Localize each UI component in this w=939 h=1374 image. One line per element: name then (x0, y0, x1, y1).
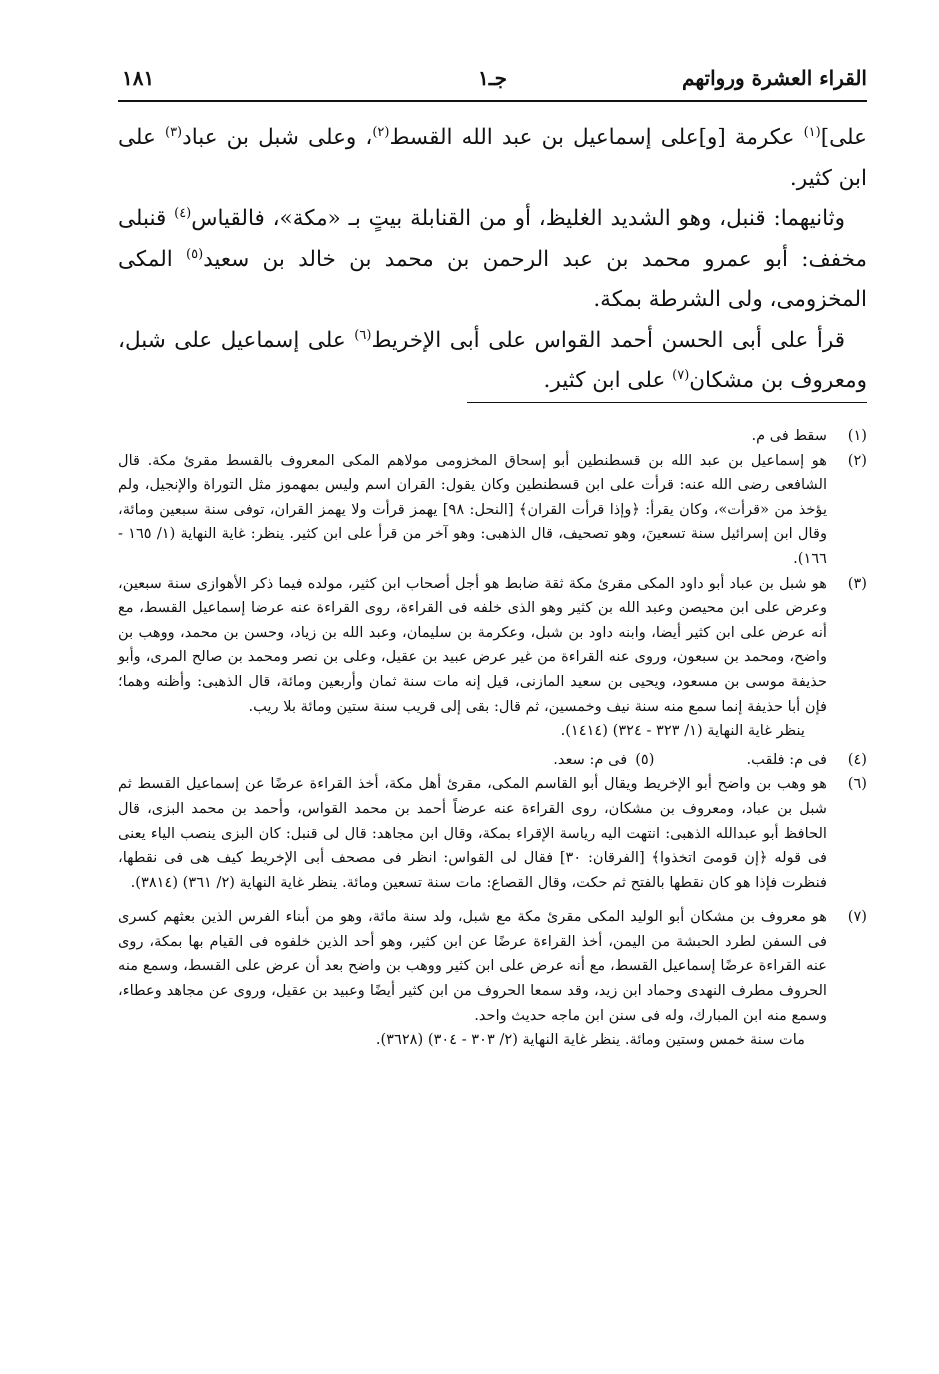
footnote-6 (118, 772, 867, 895)
text-run: المكى المخزومى، ولى الشرطة بمكة. (118, 246, 867, 312)
paragraph-3 (118, 321, 867, 402)
header-divider (118, 100, 867, 102)
footnote-text: هو إسماعيل بن عبد الله بن قسطنطين أبو إسحاق المخزومى مولاهم المكى المعروف بالقسط مقرئ مكة. قال الشافعى رضى الله عنه: قرأت على ابن قسطنطين وكان يقول: القران اسم وليس بمهموز مثل التوراة والإنجيل، ولم يؤخذ من «قرأت»، وكان يقرأ: ﴿وإذا قرأت القران﴾ [النحل: ٩٨] يهمز قرأت ولا يهمز القران، توفى سنة سبعين ومائة، وقال ابن إسرائيل سنة تسعينَ، وهو تصحيف، قال الذهبى: وهو آخر من قرأ على ابن كثير. ينظر: غاية النهاية (١/ ١٦٥ - ١٦٦). (118, 451, 827, 567)
footnote-number: (٦) (847, 775, 867, 793)
text-run: قرأ على أبى الحسن أحمد القواس على أبى الإخريط (371, 327, 845, 353)
footnote-ref-2: (٢) (372, 124, 390, 140)
running-header (118, 62, 867, 98)
paragraph-2 (118, 199, 867, 321)
footnote-source: ينظر غاية النهاية (١/ ٣٢٣ - ٣٢٤) (١٤١٤). (560, 722, 805, 740)
footnote-ref-5: (٥) (186, 246, 204, 262)
paragraph-1 (118, 118, 867, 199)
footnote-number: (٧) (847, 908, 867, 926)
book-page (118, 0, 867, 1374)
footnote-ref-3: (٣) (164, 124, 183, 140)
text-run: على إسماعيل على شبل، ومعروف بن مشكان (118, 327, 867, 393)
text-run: قنبلى مخفف: أبو عمرو محمد بن عبد الرحمن بن محمد بن خالد بن سعيد (118, 206, 867, 272)
footnote-number: (٢) (847, 451, 867, 469)
page-number: ١٨١ (122, 66, 155, 90)
footnote-number: (١) (847, 427, 867, 444)
footnote-source: مات سنة خمس وستين ومائة. ينظر غاية النهاية (٢/ ٣٠٣ - ٣٠٤) (٣٦٢٨). (375, 1031, 805, 1049)
footnote-number: (٣) (847, 574, 867, 592)
text-run: وثانيهما: قنبل، وهو الشديد الغليظ، أو من القنابلة بيتٍ بـ «مكة»، فالقياس (191, 206, 845, 231)
main-text (118, 118, 867, 402)
footnote-7 (118, 905, 867, 1053)
text-run: عكرمة [و]على إسماعيل بن عبد الله القسط (389, 125, 804, 150)
footnote-ref-4: (٤) (174, 205, 192, 221)
footnote-3 (118, 572, 867, 744)
volume-label: جـ١ (478, 66, 507, 90)
footnote-2 (118, 449, 867, 572)
text-run: على ابن كثير. (118, 125, 867, 191)
footnote-text: هو وهب بن واضح أبو الإخريط ويقال أبو القاسم المكى، مقرئ أهل مكة، أخذ القراءة عرضًا عن إسماعيل القسط ثم شبل بن عباد، ومعروف بن مشكان، روى القراءة عنه عرضاً أحمد بن محمد القواس، وأحمد بن محمد البزى، قال الحافظ أبو عبدالله الذهبى: انتهت اليه رياسة الإقراء بمكة، وقال ابن مجاهد: قال لى قنبل: كان البزى ينصب الياء يعنى فى قوله ﴿إن قومىَ اتخذوا﴾ [الفرقان: ٣٠] فقال لى القواس: انظر فى مصحف أبى الإخريط كيف هى فى نقطها، فنظرت فإذا هو كان نقطها بالفتح ثم حكت، وقال القصاع: مات سنة تسعين ومائة. ينظر غاية النهاية (٢/ ٣٦١) (٣٨١٤). (118, 775, 827, 891)
footnotes-4-5 (118, 748, 867, 773)
footnote-number: (٤) (847, 750, 867, 768)
text-run: ، وعلى شبل بن عباد (182, 125, 373, 150)
footnote-text: فى م: سعد. (553, 750, 628, 768)
footnote-ref-7: (٧) (672, 367, 690, 383)
footnote-1 (118, 424, 867, 449)
book-title: القراء العشرة ورواتهم (682, 66, 867, 90)
footnote-text: فى م: فلقب. (746, 750, 827, 768)
footnotes (118, 424, 867, 1053)
footnote-ref-6: (٦) (354, 327, 372, 343)
footnote-text: هو معروف بن مشكان أبو الوليد المكى مقرئ مكة مع شبل، ولد سنة مائة، وهو من أبناء الفرس الذين بعثهم كسرى فى السفن لطرد الحبشة من اليمن، أخذ القراءة عرضًا عن ابن كثير، وهو أحد الذين خلفوه فى القيام بها بمكة، روى عنه القراءة عرضًا إسماعيل القسط، مع أنه عرض على ابن كثير ووهب بن واضح بعد أن عرض على القسط، وسمع منه الحروف مطرف النهدى وحماد ابن زيد، وقد سمعا الحروف من ابن كثير أيضًا وعبيد بن عقيل، وروى عن مجاهد وعطاء، وسمع منه ابن المبارك، وله فى سنن ابن ماجه حديث واحد. (118, 908, 827, 1024)
text-run: على] (820, 125, 867, 150)
footnote-divider (467, 402, 867, 403)
footnote-text: سقط فى م. (751, 427, 827, 444)
footnote-number: (٥) (635, 750, 655, 768)
footnote-text: هو شبل بن عباد أبو داود المكى مقرئ مكة ثقة ضابط هو أجل أصحاب ابن كثير، مولده فيما ذكر الأهوازى سنة سبعين، وعرض على ابن محيصن وعبد الله بن كثير وهو الذى خلفه فى القراءة، روى القراءة عنه عرضا إسماعيل القسط، مع أنه عرض على ابن كثير أيضا، وابنه داود بن شبل، وعكرمة بن سليمان، وعبد الله بن زياد، وحسن بن محمد، ووهب بن واضح، ومحمد بن سبعون، وروى عنه القراءة من غير عرض عبيد بن عقيل، وعلى بن نصر ومحمد بن صالح المرى، وأبو حذيفة موسى بن مسعود، ويحيى بن سعيد المازنى، قيل إنه مات سنة ثمان وأربعين ومائة، قال الذهبى: وأظنه وهما؛ فإن أبا حذيفة إنما سمع منه سنة نيف وخمسين، ثم قال: بقى إلى قريب سنة ستين ومائة بلا ريب. (118, 574, 828, 715)
footnote-ref-1: (١) (803, 124, 821, 140)
text-run: على ابن كثير. (543, 368, 673, 393)
